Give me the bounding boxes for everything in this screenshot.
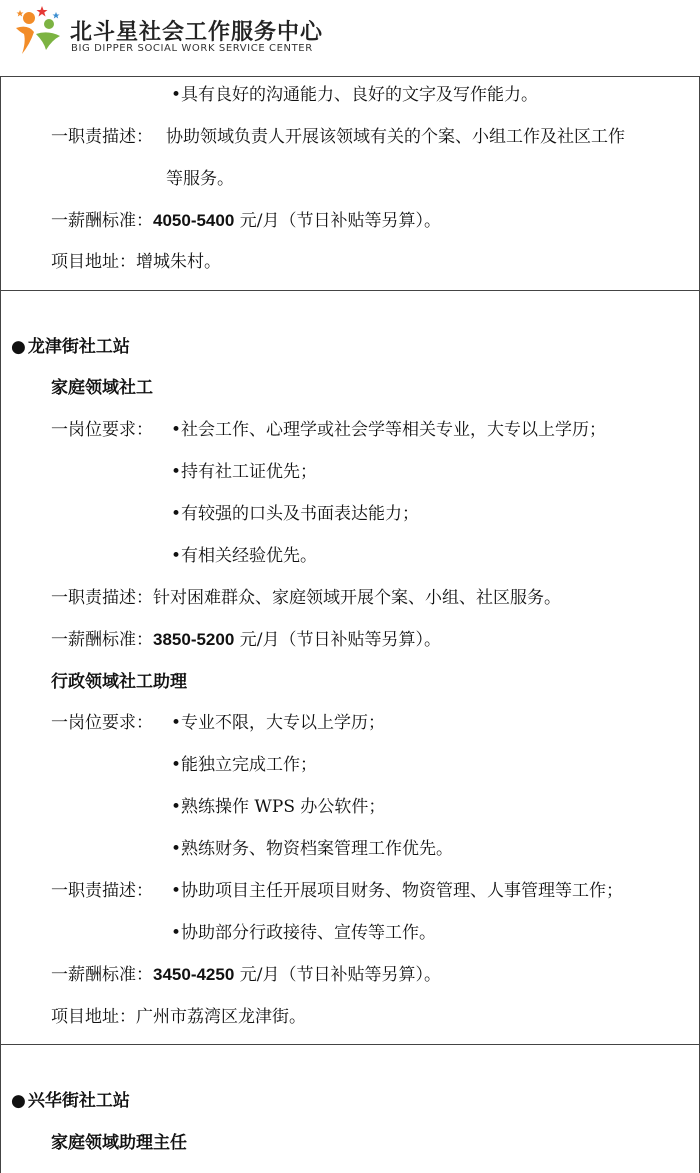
job-section-longjin — [0, 289, 700, 1045]
requirement-item: •具有良好的沟通能力、良好的文字及写作能力。 — [171, 85, 539, 105]
job-title: 家庭领域社工 — [51, 378, 153, 398]
job-section-continued — [0, 76, 700, 291]
requirement-item: •持有社工证优先； — [171, 462, 318, 482]
org-name-cn: 北斗星社会工作服务中心 — [70, 20, 324, 45]
page-header — [0, 0, 700, 76]
project-address: 项目地址：广州市荔湾区龙津街。 — [51, 1007, 306, 1027]
requirement-label: 一岗位要求： — [51, 420, 153, 440]
station-heading — [11, 1090, 130, 1112]
duty-item: •协助部分行政接待、宣传等工作。 — [171, 923, 437, 943]
duty-line — [51, 587, 561, 609]
salary-unit: 元/月（节日补贴等另算）。 — [234, 965, 441, 985]
duty-label: 一职责描述： — [51, 588, 153, 608]
salary-line — [51, 964, 441, 986]
bullet-icon: ● — [11, 337, 26, 357]
duty-text-cont: 等服务。 — [166, 169, 234, 189]
station-name: 龙津街社工站 — [27, 337, 130, 357]
duty-text: 协助领域负责人开展该领域有关的个案、小组工作及社区工作 — [166, 127, 625, 147]
duty-text: 针对困难群众、家庭领域开展个案、小组、社区服务。 — [153, 588, 561, 608]
salary-range: 3850-5200 — [153, 630, 235, 649]
salary-label: 一薪酬标准： — [51, 630, 153, 650]
org-name-en: BIG DIPPER SOCIAL WORK SERVICE CENTER — [71, 43, 313, 54]
bullet-icon: ● — [11, 1091, 26, 1111]
station-name: 兴华街社工站 — [27, 1091, 130, 1111]
requirement-item: •有相关经验优先。 — [171, 546, 318, 566]
job-title: 行政领域社工助理 — [51, 672, 187, 692]
requirement-label: 一岗位要求： — [51, 713, 153, 733]
big-dipper-logo-icon — [12, 4, 66, 58]
station-heading — [11, 336, 130, 358]
requirement-item: •熟练操作 WPS 办公软件； — [171, 797, 386, 817]
requirement-item: •熟练财务、物资档案管理工作优先。 — [171, 839, 454, 859]
job-title: 家庭领域助理主任 — [51, 1133, 187, 1153]
salary-range: 3450-4250 — [153, 965, 235, 984]
project-address: 项目地址：增城朱村。 — [51, 252, 221, 272]
job-section-xinghua — [0, 1044, 700, 1173]
duty-label: 一职责描述： — [51, 127, 153, 147]
duty-item: •协助项目主任开展项目财务、物资管理、人事管理等工作； — [171, 881, 624, 901]
requirement-item: •专业不限，大专以上学历； — [171, 713, 386, 733]
salary-unit: 元/月（节日补贴等另算）。 — [234, 211, 441, 231]
salary-unit: 元/月（节日补贴等另算）。 — [234, 630, 441, 650]
requirement-item: •能独立完成工作； — [171, 755, 318, 775]
requirement-item: •有较强的口头及书面表达能力； — [171, 504, 420, 524]
requirement-item: •社会工作、心理学或社会学等相关专业，大专以上学历； — [171, 420, 607, 440]
salary-line — [51, 210, 441, 232]
duty-label: 一职责描述： — [51, 881, 153, 901]
salary-label: 一薪酬标准： — [51, 965, 153, 985]
salary-line — [51, 629, 441, 651]
salary-label: 一薪酬标准： — [51, 211, 153, 231]
salary-range: 4050-5400 — [153, 211, 235, 230]
